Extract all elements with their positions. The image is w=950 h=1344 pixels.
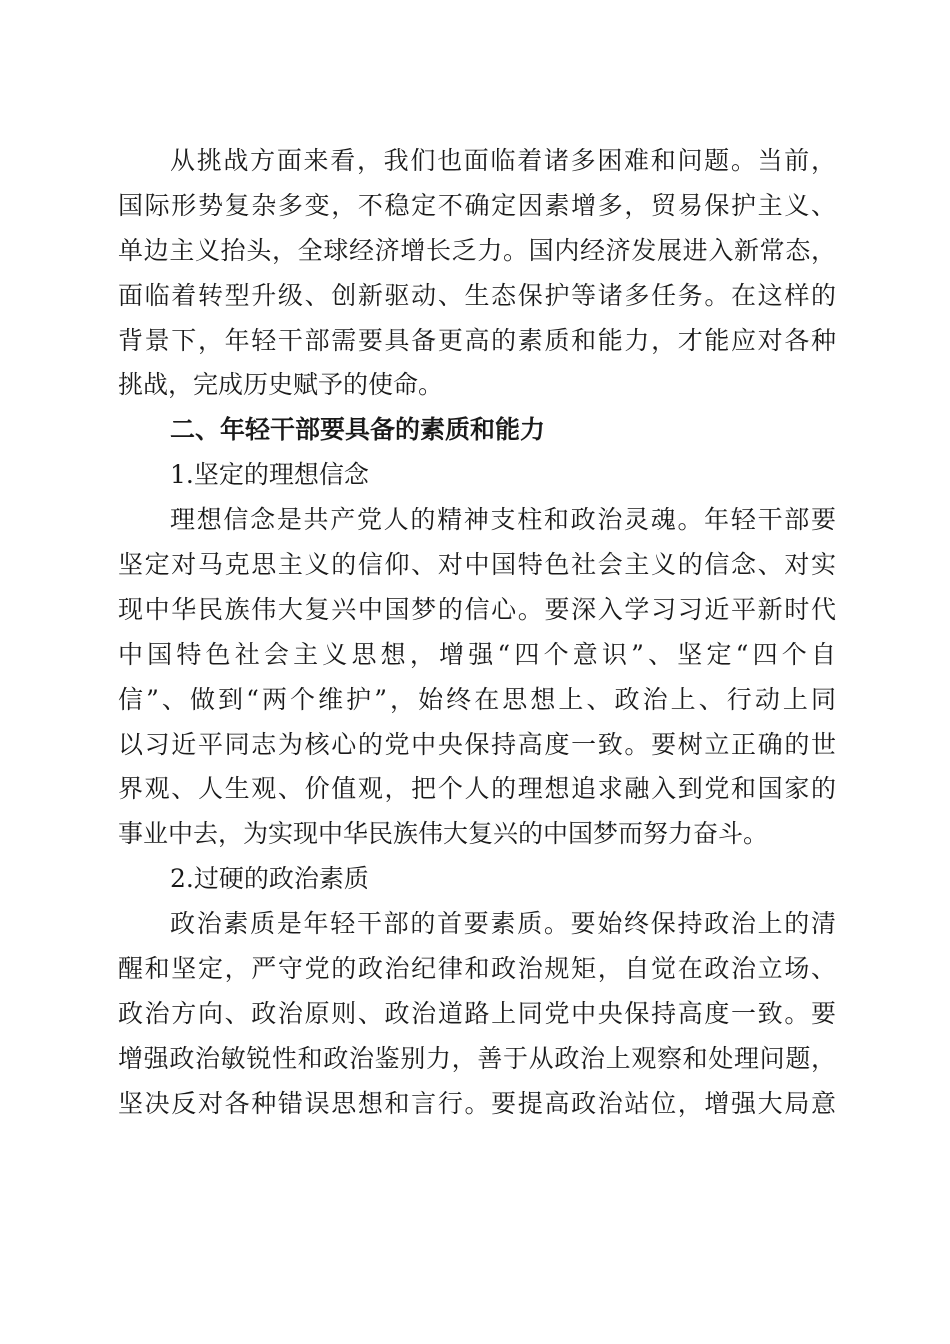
paragraph-line: 中国特色社会主义思想，增强“四个意识”、坚定“四个自 xyxy=(118,639,836,669)
paragraph-line: 政治方向、政治原则、政治道路上同党中央保持高度一致。要 xyxy=(118,998,836,1028)
paragraph-line: 从挑战方面来看，我们也面临着诸多困难和问题。当前， xyxy=(170,146,836,175)
paragraph-line: 坚决反对各种错误思想和言行。要提高政治站位，增强大局意 xyxy=(118,1088,836,1118)
paragraph-line: 国际形势复杂多变，不稳定不确定因素增多，贸易保护主义、 xyxy=(118,190,836,220)
paragraph-line: 界观、人生观、价值观，把个人的理想追求融入到党和国家的 xyxy=(118,774,836,804)
paragraph-line: 坚定对马克思主义的信仰、对中国特色社会主义的信念、对实 xyxy=(118,550,836,580)
paragraph-line: 事业中去，为实现中华民族伟大复兴的中国梦而努力奋斗。 xyxy=(118,819,769,849)
subheading-ideals: 1.坚定的理想信念 xyxy=(170,460,369,490)
paragraph-line: 增强政治敏锐性和政治鉴别力，善于从政治上观察和处理问题， xyxy=(118,1043,836,1073)
paragraph-line: 单边主义抬头，全球经济增长乏力。国内经济发展进入新常态， xyxy=(118,235,836,265)
paragraph-line: 理想信念是共产党人的精神支柱和政治灵魂。年轻干部要 xyxy=(170,505,836,535)
section-heading: 二、年轻干部要具备的素质和能力 xyxy=(170,415,546,445)
subheading-political: 2.过硬的政治素质 xyxy=(170,864,369,894)
paragraph-challenges xyxy=(118,139,836,408)
paragraph-line: 现中华民族伟大复兴中国梦的信心。要深入学习习近平新时代 xyxy=(118,594,836,624)
paragraph-line: 醒和坚定，严守党的政治纪律和政治规矩，自觉在政治立场、 xyxy=(118,954,836,984)
document-body xyxy=(118,139,836,1127)
paragraph-line: 挑战，完成历史赋予的使命。 xyxy=(118,370,444,400)
paragraph-line: 政治素质是年轻干部的首要素质。要始终保持政治上的清 xyxy=(170,909,836,939)
paragraph-political xyxy=(118,902,836,1126)
paragraph-line: 以习近平同志为核心的党中央保持高度一致。要树立正确的世 xyxy=(118,729,836,759)
paragraph-line: 背景下，年轻干部需要具备更高的素质和能力，才能应对各种 xyxy=(118,325,836,355)
paragraph-line: 信”、做到“两个维护”，始终在思想上、政治上、行动上同 xyxy=(118,684,836,714)
paragraph-line: 面临着转型升级、创新驱动、生态保护等诸多任务。在这样的 xyxy=(118,280,836,310)
paragraph-ideals xyxy=(118,498,836,857)
